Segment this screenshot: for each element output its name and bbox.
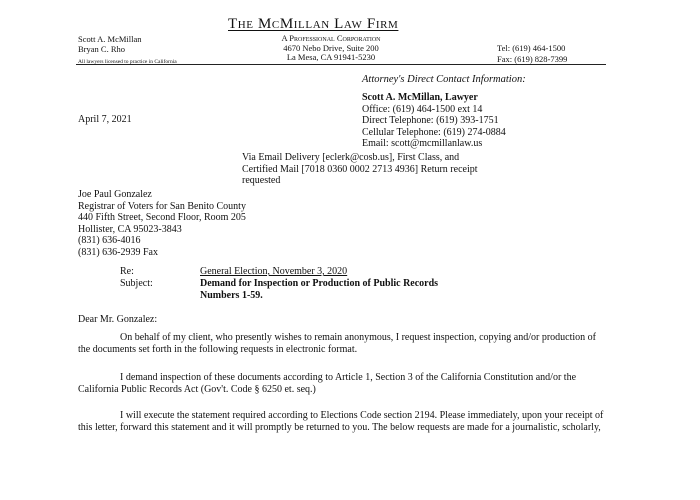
contact-direct: Direct Telephone: (619) 393-1751 [362, 115, 499, 126]
paragraph-3 [78, 410, 608, 433]
firm-corp-line: A Professional Corporation [281, 33, 381, 43]
firm-address [246, 34, 416, 63]
salutation: Dear Mr. Gonzalez: [78, 314, 158, 325]
subject-label: Subject: [120, 278, 153, 289]
contact-office: Office: (619) 464-1500 ext 14 [362, 103, 483, 115]
direct-contact-heading: Attorney's Direct Contact Information: [362, 74, 526, 85]
recipient-phone: (831) 636-4016 [78, 235, 141, 246]
licensing-note: All lawyers licensed to practice in California [78, 59, 177, 65]
letter-date: April 7, 2021 [78, 114, 132, 125]
paragraph-3-text: I will execute the statement required according to Elections Code section 2194. Please immediately, upon your receipt of this letter, forward this statement and it will promptly be returned to you. The below requests are made for a journalistic, scholarly, [78, 410, 604, 433]
recipient-street: 440 Fifth Street, Second Floor, Room 205 [78, 212, 246, 223]
paragraph-2 [78, 372, 608, 395]
re-label: Re: [120, 266, 134, 277]
re-value: General Election, November 3, 2020 [200, 266, 348, 277]
subject-line-1: Demand for Inspection or Production of Public Records [200, 278, 439, 289]
recipient-title: Registrar of Voters for San Benito County [78, 200, 246, 212]
firm-street-line: 4670 Nebo Drive, Suite 200 [283, 42, 379, 53]
firm-fax: Fax: (619) 828-7399 [497, 54, 568, 64]
firm-name: The McMillan Law Firm [228, 16, 399, 32]
lawyer-name-2: Bryan C. Rho [78, 44, 125, 54]
contact-cell: Cellular Telephone: (619) 274-0884 [362, 126, 506, 138]
delivery-line-1: Via Email Delivery [eclerk@cosb.us], First Class, and [242, 152, 460, 163]
paragraph-1 [78, 332, 608, 355]
paragraph-1-text: On behalf of my client, who presently wishes to remain anonymous, I request inspection, copying and/or production of the documents set forth in the following requests in electronic format. [78, 332, 597, 355]
paragraph-2-text: I demand inspection of these documents according to Article 1, Section 3 of the California Constitution and/or the California Public Records Act (Gov't. Code § 6250 et. seq.) [78, 372, 577, 395]
delivery-line-3: requested [242, 175, 281, 186]
subject-line-2: Numbers 1-59. [200, 290, 263, 301]
firm-city-line: La Mesa, CA 91941-5230 [286, 52, 376, 62]
contact-name: Scott A. McMillan, Lawyer [362, 92, 478, 103]
direct-contact-block [362, 92, 506, 150]
delivery-method [242, 152, 478, 187]
recipient-name: Joe Paul Gonzalez [78, 189, 152, 200]
recipient-address [78, 189, 246, 258]
letterhead-left [78, 34, 177, 66]
recipient-fax: (831) 636-2939 Fax [78, 246, 158, 258]
delivery-line-2: Certified Mail [7018 0360 0002 2713 4936] Return receipt [242, 163, 478, 175]
recipient-city: Hollister, CA 95023-3843 [78, 223, 182, 235]
letterhead-right [497, 43, 567, 65]
letterhead-divider [76, 64, 606, 65]
firm-telephone: Tel: (619) 464-1500 [497, 43, 566, 53]
lawyer-name-1: Scott A. McMillan [78, 34, 142, 44]
contact-email: Email: scott@mcmillanlaw.us [362, 138, 483, 149]
